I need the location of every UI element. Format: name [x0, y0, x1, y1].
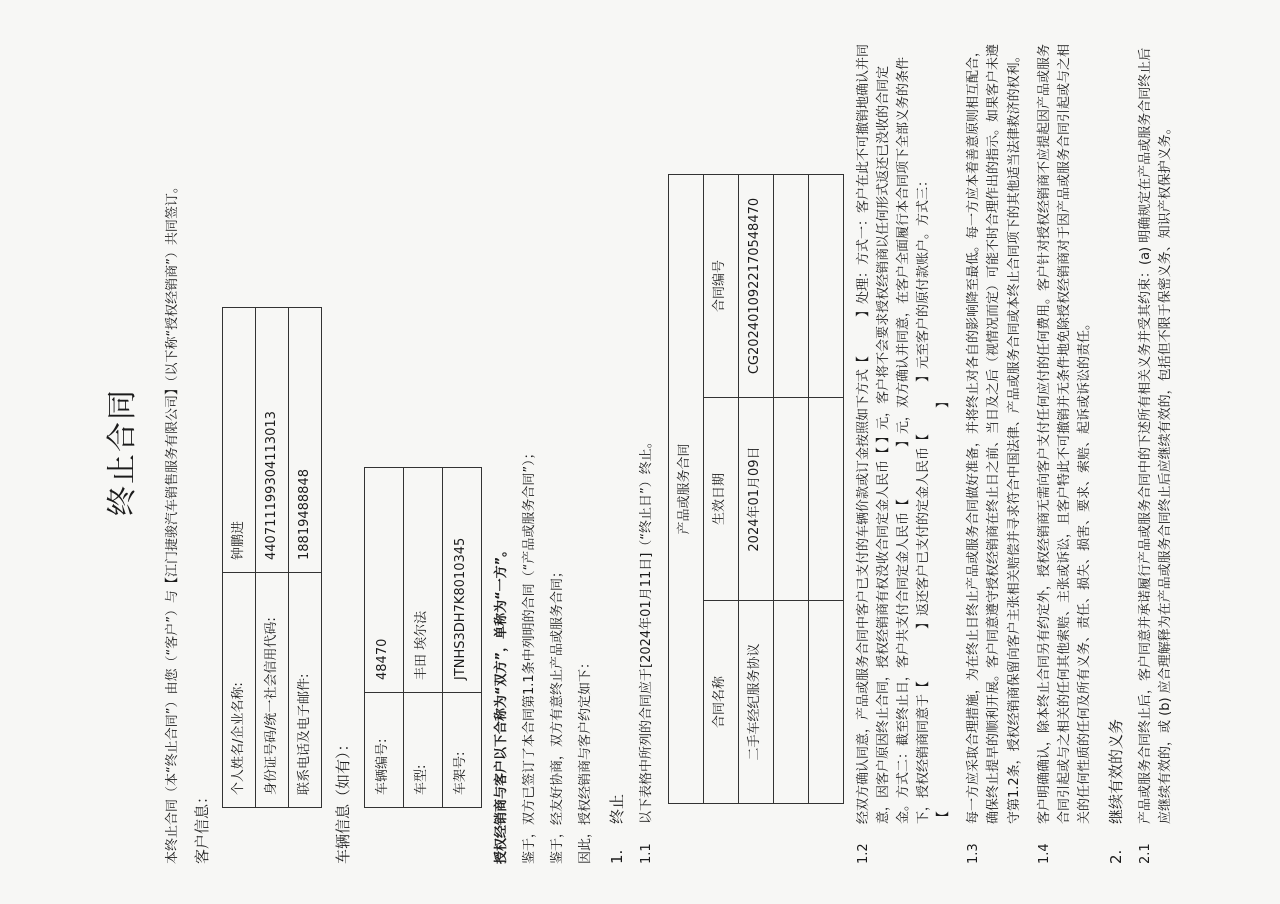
- customer-contact-label: 联系电话及电子邮件:: [289, 573, 322, 808]
- clause-1-2: [854, 40, 955, 864]
- table-row: [442, 468, 481, 808]
- whereas-clause-2: 鉴于，经友好协商，双方有意终止产品或服务合同；: [549, 564, 565, 864]
- table-cell: [773, 601, 808, 804]
- therefore-clause: 因此，授权经销商与客户约定如下：: [577, 655, 593, 864]
- vehicle-model-value: 丰田 埃尔法: [403, 468, 442, 693]
- section-2-heading: [1105, 40, 1128, 864]
- table-cell: [808, 175, 843, 398]
- clause-number: 2.1: [1138, 843, 1154, 864]
- parties-definition: 授权经销商与客户以下合称为“双方”，单称为“一方”。: [493, 543, 509, 864]
- customer-contact-value: 18819488848: [289, 308, 322, 573]
- table-caption: 产品或服务合同: [668, 175, 703, 804]
- customer-name-label: 个人姓名/企业名称:: [222, 573, 255, 808]
- customer-id-label: 身份证号码/统一社会信用代码:: [256, 573, 289, 808]
- table-row: [222, 308, 255, 808]
- table-row: [289, 308, 322, 808]
- clause-number: 1.4: [1036, 843, 1052, 864]
- clause-number: 1.1: [639, 843, 655, 864]
- vehicle-info-table: [364, 467, 482, 808]
- column-header: 生效日期: [703, 398, 738, 601]
- clause-number: 1.2: [855, 843, 871, 864]
- table-cell: [773, 398, 808, 601]
- table-row: [808, 175, 843, 804]
- customer-id-value: 440711199304113013: [256, 308, 289, 573]
- section-title: 终止: [608, 793, 627, 824]
- customer-info-table: [222, 307, 322, 808]
- customer-name-value: 钟鹏进: [222, 308, 255, 573]
- vin-label: 车架号:: [442, 693, 481, 808]
- table-cell: CG20240109221705484​70: [738, 175, 773, 398]
- clause-1-3: [964, 40, 1024, 864]
- section-1-heading: [606, 40, 629, 864]
- clause-text: 客户明确确认，除本终止合同另有约定外，授权经销商无需向客户支付任何应付的任何费用。客户针对授权经销商不应提起因产品或服务合同引起或与之相关的任何其他索赔、主张或诉讼，且客户特此不可撤销并无条件地免除授权经销商对于因产品或服务合同引起或与之相关的任何性质的任何及所有义务、责任、损失、损害、要求、索赔、起诉或诉讼的责任。: [1036, 43, 1092, 824]
- clause-number: 1.3: [966, 843, 982, 864]
- table-row: [403, 468, 442, 808]
- clause-text: 每一方应采取合理措施，为在终止日终止产品或服务合同做好准备，并将终止对各自的影响降至最低。每一方应本着善意原则相互配合，确保终止提早的顺利开展。客户同意遵守授权经销商在终止日之前、当日及之后（视情况而定）可能不时合理作出的指示。如果客户未遵守第1.2条，授权经销商保留向客户主张相关赔偿并寻求符合中国法律、产品或服务合同或本终止合同项下的其他适当法律救济的权利。: [966, 43, 1022, 824]
- clause-text: 经双方确认同意，产品或服务合同中客户已支付的车辆价款或订金按照如下方式【 】处理：方式一：客户在此不可撤销地确认并同意，因客户原因终止合同，授权经销商有权没收合同定金人民币【 】元，客户将不会要求授权经销商以任何形式返还已没收的合同定金。方式二：截至终止日，客户共支付合同定金人民币【 】元，双方确认并同意，在客户全面履行本合同项下全部义务的条件下，授权经销商同意于【 】返还客户已支付的定金人民币【 】元至客户的原付款账户。方式三：【 】: [855, 43, 952, 824]
- column-header: 合同编号: [703, 175, 738, 398]
- clause-text: 以下表格中所列的合同应于[2024年01月11日]（“终止日”）终止。: [639, 435, 655, 824]
- vin-value: JTNHS3DH7K8010345: [442, 468, 481, 693]
- table-cell: [773, 175, 808, 398]
- vehicle-number-value: 48470: [364, 468, 403, 693]
- clause-2-1: [1136, 40, 1176, 864]
- whereas-clause-1: 鉴于，双方已签订了本合同第1.1条中列明的合同（“产品或服务合同”）；: [521, 446, 537, 864]
- section-number: 2.: [1107, 849, 1126, 864]
- vehicle-info-heading: 车辆信息（如有）：: [334, 736, 353, 864]
- vehicle-number-label: 车辆编号:: [364, 693, 403, 808]
- table-row: [256, 308, 289, 808]
- document-title: 终止合同: [105, 388, 140, 516]
- table-caption-row: [668, 175, 703, 804]
- section-title: 继续有效的义务: [1107, 718, 1126, 824]
- table-row: [738, 175, 773, 804]
- table-cell: 2024年01月09日: [738, 398, 773, 601]
- table-header-row: [703, 175, 738, 804]
- table-cell: [808, 398, 843, 601]
- table-row: [773, 175, 808, 804]
- contract-table: [668, 174, 844, 804]
- clause-text: 产品或服务合同终止后，客户同意并承诺履行产品或服务合同中的下述所有相关义务并受其约束：(a) 明确规定在产品或服务合同终止后应继续有效的，或 (b) 应合理解释为在产品或服务合同终止后应继续有效的，包括但不限于保密义务、知识产权保护义务。: [1138, 47, 1174, 824]
- clause-1-1: [637, 40, 657, 864]
- column-header: 合同名称: [703, 601, 738, 804]
- clause-1-4: [1035, 40, 1095, 864]
- customer-info-heading: 客户信息：: [192, 788, 211, 864]
- table-cell: 二手车经纪服务协议: [738, 601, 773, 804]
- intro-paragraph: 本终止合同（本“终止合同”）由您（“客户”）与【江门捷骏汽车销售服务有限公司】（以下称“授权经销商”）共同签订。: [164, 180, 180, 864]
- vehicle-model-label: 车型:: [403, 693, 442, 808]
- table-cell: [808, 601, 843, 804]
- section-number: 1.: [608, 849, 627, 864]
- table-row: [364, 468, 403, 808]
